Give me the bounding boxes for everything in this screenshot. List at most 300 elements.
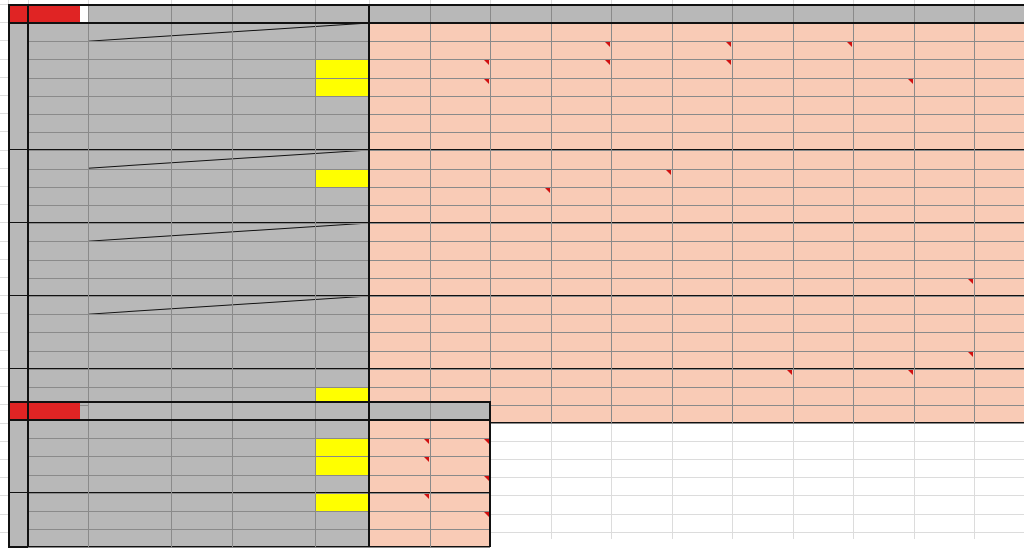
result-cell[interactable]	[853, 405, 914, 423]
header-13[interactable]	[853, 4, 914, 23]
result-cell[interactable]	[914, 78, 975, 96]
result-cell[interactable]	[732, 23, 793, 41]
gap-to-level1[interactable]	[171, 260, 232, 278]
distance-cell[interactable]	[28, 187, 88, 205]
result-cell[interactable]	[914, 223, 975, 241]
result-cell[interactable]	[611, 351, 672, 369]
result-cell[interactable]	[551, 332, 612, 350]
result-cell[interactable]	[430, 187, 491, 205]
result-cell[interactable]	[793, 59, 854, 77]
header-10[interactable]	[672, 4, 733, 23]
level1-time[interactable]	[88, 205, 171, 223]
result-cell[interactable]	[974, 296, 1024, 314]
result-cell[interactable]	[672, 150, 733, 168]
result-cell[interactable]	[914, 278, 975, 296]
result-cell[interactable]	[369, 132, 430, 150]
result-cell[interactable]	[369, 438, 430, 456]
level1-time[interactable]	[88, 511, 171, 529]
result-cell[interactable]	[611, 278, 672, 296]
result-cell[interactable]	[490, 369, 551, 387]
header-7[interactable]	[490, 4, 551, 23]
level2-time[interactable]	[232, 260, 315, 278]
result-cell[interactable]	[853, 169, 914, 187]
result-cell[interactable]	[551, 78, 612, 96]
result-cell[interactable]	[369, 223, 430, 241]
gap-to-level2[interactable]	[315, 420, 369, 438]
distance-cell[interactable]	[28, 241, 88, 259]
result-cell[interactable]	[490, 223, 551, 241]
result-cell[interactable]	[732, 169, 793, 187]
level2-time[interactable]	[232, 493, 315, 511]
distance-cell[interactable]	[28, 78, 88, 96]
result-cell[interactable]	[369, 475, 430, 493]
distance-cell[interactable]	[28, 475, 88, 493]
result-cell[interactable]	[551, 241, 612, 259]
level1-time[interactable]	[88, 114, 171, 132]
result-cell[interactable]	[732, 41, 793, 59]
result-cell[interactable]	[974, 41, 1024, 59]
distance-cell[interactable]	[28, 420, 88, 438]
result-cell[interactable]	[369, 260, 430, 278]
result-cell[interactable]	[490, 59, 551, 77]
result-cell[interactable]	[672, 132, 733, 150]
result-cell[interactable]	[732, 59, 793, 77]
result-cell[interactable]	[672, 23, 733, 41]
result-cell[interactable]	[490, 351, 551, 369]
gap-to-level2[interactable]	[315, 475, 369, 493]
level2-time[interactable]	[232, 41, 315, 59]
result-cell[interactable]	[732, 369, 793, 387]
gap-to-level2[interactable]	[315, 351, 369, 369]
gap-to-level2[interactable]	[315, 438, 369, 456]
result-cell[interactable]	[672, 296, 733, 314]
result-cell[interactable]	[430, 59, 491, 77]
result-cell[interactable]	[853, 351, 914, 369]
result-cell[interactable]	[430, 420, 491, 438]
result-cell[interactable]	[853, 296, 914, 314]
result-cell[interactable]	[551, 369, 612, 387]
result-cell[interactable]	[430, 438, 491, 456]
result-cell[interactable]	[369, 420, 430, 438]
result-cell[interactable]	[853, 23, 914, 41]
level2-time[interactable]	[232, 114, 315, 132]
gap-to-level1[interactable]	[171, 132, 232, 150]
level1-time[interactable]	[88, 41, 171, 59]
level2-time[interactable]	[232, 332, 315, 350]
result-cell[interactable]	[369, 78, 430, 96]
result-cell[interactable]	[672, 96, 733, 114]
result-cell[interactable]	[672, 41, 733, 59]
gap-to-level1[interactable]	[171, 456, 232, 474]
result-cell[interactable]	[853, 205, 914, 223]
result-cell[interactable]	[853, 278, 914, 296]
result-cell[interactable]	[732, 387, 793, 405]
result-cell[interactable]	[369, 23, 430, 41]
result-cell[interactable]	[853, 223, 914, 241]
gap-to-level2[interactable]	[315, 511, 369, 529]
result-cell[interactable]	[430, 23, 491, 41]
result-cell[interactable]	[672, 114, 733, 132]
result-cell[interactable]	[853, 332, 914, 350]
level1-time[interactable]	[88, 260, 171, 278]
level2-time[interactable]	[232, 511, 315, 529]
stroke-label[interactable]	[8, 420, 28, 493]
result-cell[interactable]	[611, 169, 672, 187]
result-cell[interactable]	[672, 332, 733, 350]
gap-to-level2[interactable]	[315, 493, 369, 511]
result-cell[interactable]	[793, 169, 854, 187]
result-cell[interactable]	[974, 150, 1024, 168]
result-cell[interactable]	[369, 241, 430, 259]
result-cell[interactable]	[914, 369, 975, 387]
result-cell[interactable]	[732, 132, 793, 150]
header-11[interactable]	[732, 4, 793, 23]
result-cell[interactable]	[793, 114, 854, 132]
result-cell[interactable]	[914, 332, 975, 350]
gap-to-level2[interactable]	[315, 529, 369, 547]
result-cell[interactable]	[369, 205, 430, 223]
level2-time[interactable]	[232, 187, 315, 205]
result-cell[interactable]	[793, 41, 854, 59]
result-cell[interactable]	[551, 96, 612, 114]
distance-cell[interactable]	[28, 456, 88, 474]
result-cell[interactable]	[430, 351, 491, 369]
result-cell[interactable]	[430, 150, 491, 168]
result-cell[interactable]	[853, 369, 914, 387]
result-cell[interactable]	[853, 241, 914, 259]
gap-to-level1[interactable]	[171, 187, 232, 205]
result-cell[interactable]	[430, 278, 491, 296]
result-cell[interactable]	[914, 114, 975, 132]
distance-cell[interactable]	[28, 369, 88, 387]
header-6[interactable]	[430, 401, 491, 420]
result-cell[interactable]	[914, 351, 975, 369]
result-cell[interactable]	[490, 387, 551, 405]
result-cell[interactable]	[551, 351, 612, 369]
result-cell[interactable]	[551, 278, 612, 296]
result-cell[interactable]	[369, 187, 430, 205]
result-cell[interactable]	[914, 296, 975, 314]
stroke-label[interactable]	[8, 23, 28, 150]
result-cell[interactable]	[793, 150, 854, 168]
result-cell[interactable]	[611, 41, 672, 59]
gap-to-level2[interactable]	[315, 187, 369, 205]
result-cell[interactable]	[551, 387, 612, 405]
result-cell[interactable]	[672, 187, 733, 205]
result-cell[interactable]	[914, 187, 975, 205]
result-cell[interactable]	[793, 23, 854, 41]
result-cell[interactable]	[551, 41, 612, 59]
header-1[interactable]	[88, 4, 171, 23]
result-cell[interactable]	[430, 314, 491, 332]
result-cell[interactable]	[551, 260, 612, 278]
level1-time[interactable]	[88, 96, 171, 114]
result-cell[interactable]	[914, 314, 975, 332]
result-cell[interactable]	[974, 205, 1024, 223]
result-cell[interactable]	[853, 41, 914, 59]
distance-cell[interactable]	[28, 23, 88, 41]
result-cell[interactable]	[914, 260, 975, 278]
gap-to-level2[interactable]	[315, 78, 369, 96]
result-cell[interactable]	[551, 314, 612, 332]
pool-label[interactable]	[8, 401, 80, 420]
level2-time[interactable]	[232, 438, 315, 456]
result-cell[interactable]	[551, 132, 612, 150]
result-cell[interactable]	[853, 187, 914, 205]
result-cell[interactable]	[974, 169, 1024, 187]
header-14[interactable]	[914, 4, 975, 23]
distance-cell[interactable]	[28, 493, 88, 511]
result-cell[interactable]	[974, 387, 1024, 405]
gap-to-level1[interactable]	[171, 511, 232, 529]
result-cell[interactable]	[490, 296, 551, 314]
header-5[interactable]	[369, 401, 430, 420]
gap-to-level1[interactable]	[171, 332, 232, 350]
gap-to-level1[interactable]	[171, 475, 232, 493]
result-cell[interactable]	[853, 260, 914, 278]
result-cell[interactable]	[793, 332, 854, 350]
level1-time[interactable]	[88, 59, 171, 77]
result-cell[interactable]	[974, 132, 1024, 150]
result-cell[interactable]	[672, 223, 733, 241]
level2-time[interactable]	[232, 169, 315, 187]
result-cell[interactable]	[369, 169, 430, 187]
result-cell[interactable]	[490, 187, 551, 205]
result-cell[interactable]	[551, 296, 612, 314]
distance-cell[interactable]	[28, 59, 88, 77]
gap-to-level2[interactable]	[315, 369, 369, 387]
level1-time[interactable]	[88, 78, 171, 96]
level1-time[interactable]	[88, 132, 171, 150]
header-8[interactable]	[551, 4, 612, 23]
distance-cell[interactable]	[28, 511, 88, 529]
result-cell[interactable]	[611, 150, 672, 168]
distance-cell[interactable]	[28, 132, 88, 150]
result-cell[interactable]	[672, 351, 733, 369]
result-cell[interactable]	[430, 132, 491, 150]
header-15[interactable]	[974, 4, 1024, 23]
result-cell[interactable]	[732, 114, 793, 132]
result-cell[interactable]	[551, 59, 612, 77]
level2-time[interactable]	[232, 205, 315, 223]
header-1[interactable]	[88, 401, 171, 420]
result-cell[interactable]	[793, 405, 854, 423]
distance-cell[interactable]	[28, 41, 88, 59]
result-cell[interactable]	[490, 314, 551, 332]
result-cell[interactable]	[551, 405, 612, 423]
result-cell[interactable]	[672, 314, 733, 332]
result-cell[interactable]	[551, 23, 612, 41]
level1-time[interactable]	[88, 529, 171, 547]
pool-label[interactable]	[8, 4, 80, 23]
result-cell[interactable]	[914, 59, 975, 77]
gap-to-level1[interactable]	[171, 351, 232, 369]
result-cell[interactable]	[490, 278, 551, 296]
result-cell[interactable]	[430, 456, 491, 474]
result-cell[interactable]	[732, 223, 793, 241]
result-cell[interactable]	[430, 260, 491, 278]
result-cell[interactable]	[793, 205, 854, 223]
gap-to-level2[interactable]	[315, 278, 369, 296]
result-cell[interactable]	[490, 23, 551, 41]
result-cell[interactable]	[914, 96, 975, 114]
distance-cell[interactable]	[28, 150, 88, 168]
result-cell[interactable]	[369, 511, 430, 529]
gap-to-level1[interactable]	[171, 41, 232, 59]
result-cell[interactable]	[430, 332, 491, 350]
distance-cell[interactable]	[28, 114, 88, 132]
level2-time[interactable]	[232, 420, 315, 438]
result-cell[interactable]	[611, 223, 672, 241]
level2-time[interactable]	[232, 278, 315, 296]
result-cell[interactable]	[793, 223, 854, 241]
result-cell[interactable]	[551, 187, 612, 205]
result-cell[interactable]	[672, 78, 733, 96]
level1-time[interactable]	[88, 314, 171, 332]
distance-cell[interactable]	[28, 205, 88, 223]
gap-to-level1[interactable]	[171, 314, 232, 332]
result-cell[interactable]	[853, 96, 914, 114]
result-cell[interactable]	[490, 114, 551, 132]
result-cell[interactable]	[793, 296, 854, 314]
result-cell[interactable]	[672, 387, 733, 405]
gap-to-level2[interactable]	[315, 132, 369, 150]
level1-time[interactable]	[88, 351, 171, 369]
gap-to-level1[interactable]	[171, 169, 232, 187]
result-cell[interactable]	[551, 169, 612, 187]
result-cell[interactable]	[974, 96, 1024, 114]
gap-to-level1[interactable]	[171, 369, 232, 387]
level2-time[interactable]	[232, 475, 315, 493]
result-cell[interactable]	[853, 78, 914, 96]
result-cell[interactable]	[793, 96, 854, 114]
result-cell[interactable]	[793, 369, 854, 387]
result-cell[interactable]	[369, 96, 430, 114]
result-cell[interactable]	[611, 405, 672, 423]
result-cell[interactable]	[974, 78, 1024, 96]
gap-to-level1[interactable]	[171, 114, 232, 132]
result-cell[interactable]	[490, 169, 551, 187]
result-cell[interactable]	[974, 405, 1024, 423]
header-6[interactable]	[430, 4, 491, 23]
header-12[interactable]	[793, 4, 854, 23]
result-cell[interactable]	[430, 511, 491, 529]
result-cell[interactable]	[490, 405, 551, 423]
result-cell[interactable]	[551, 223, 612, 241]
result-cell[interactable]	[793, 278, 854, 296]
result-cell[interactable]	[490, 205, 551, 223]
result-cell[interactable]	[914, 41, 975, 59]
header-3[interactable]	[232, 4, 315, 23]
result-cell[interactable]	[369, 314, 430, 332]
result-cell[interactable]	[793, 241, 854, 259]
result-cell[interactable]	[732, 96, 793, 114]
gap-to-level1[interactable]	[171, 529, 232, 547]
result-cell[interactable]	[853, 114, 914, 132]
header-3[interactable]	[232, 401, 315, 420]
result-cell[interactable]	[974, 369, 1024, 387]
result-cell[interactable]	[430, 296, 491, 314]
gap-to-level2[interactable]	[315, 241, 369, 259]
result-cell[interactable]	[974, 187, 1024, 205]
level2-time[interactable]	[232, 351, 315, 369]
result-cell[interactable]	[490, 96, 551, 114]
result-cell[interactable]	[914, 241, 975, 259]
gap-to-level1[interactable]	[171, 59, 232, 77]
gap-to-level2[interactable]	[315, 260, 369, 278]
result-cell[interactable]	[914, 150, 975, 168]
distance-cell[interactable]	[28, 529, 88, 547]
header-9[interactable]	[611, 4, 672, 23]
result-cell[interactable]	[430, 78, 491, 96]
result-cell[interactable]	[490, 241, 551, 259]
stroke-label[interactable]	[8, 493, 28, 548]
result-cell[interactable]	[732, 296, 793, 314]
result-cell[interactable]	[611, 241, 672, 259]
level1-time[interactable]	[88, 456, 171, 474]
result-cell[interactable]	[490, 332, 551, 350]
result-cell[interactable]	[793, 187, 854, 205]
level1-time[interactable]	[88, 278, 171, 296]
result-cell[interactable]	[974, 59, 1024, 77]
result-cell[interactable]	[611, 23, 672, 41]
result-cell[interactable]	[672, 169, 733, 187]
result-cell[interactable]	[369, 529, 430, 547]
result-cell[interactable]	[430, 96, 491, 114]
level1-time[interactable]	[88, 493, 171, 511]
header-2[interactable]	[171, 401, 232, 420]
result-cell[interactable]	[430, 475, 491, 493]
result-cell[interactable]	[430, 529, 491, 547]
result-cell[interactable]	[853, 387, 914, 405]
result-cell[interactable]	[732, 187, 793, 205]
level1-time[interactable]	[88, 438, 171, 456]
result-cell[interactable]	[974, 241, 1024, 259]
stroke-label[interactable]	[8, 150, 28, 223]
level2-time[interactable]	[232, 314, 315, 332]
gap-to-level1[interactable]	[171, 241, 232, 259]
result-cell[interactable]	[369, 278, 430, 296]
level2-time[interactable]	[232, 96, 315, 114]
gap-to-level1[interactable]	[171, 493, 232, 511]
level2-time[interactable]	[232, 529, 315, 547]
result-cell[interactable]	[369, 59, 430, 77]
distance-cell[interactable]	[28, 296, 88, 314]
level2-time[interactable]	[232, 59, 315, 77]
result-cell[interactable]	[551, 150, 612, 168]
result-cell[interactable]	[914, 132, 975, 150]
gap-to-level2[interactable]	[315, 41, 369, 59]
gap-to-level1[interactable]	[171, 96, 232, 114]
result-cell[interactable]	[672, 241, 733, 259]
result-cell[interactable]	[732, 78, 793, 96]
result-cell[interactable]	[490, 132, 551, 150]
result-cell[interactable]	[369, 114, 430, 132]
result-cell[interactable]	[732, 405, 793, 423]
result-cell[interactable]	[611, 78, 672, 96]
distance-cell[interactable]	[28, 351, 88, 369]
result-cell[interactable]	[490, 78, 551, 96]
result-cell[interactable]	[611, 387, 672, 405]
level1-time[interactable]	[88, 241, 171, 259]
result-cell[interactable]	[430, 241, 491, 259]
result-cell[interactable]	[369, 41, 430, 59]
result-cell[interactable]	[793, 78, 854, 96]
result-cell[interactable]	[369, 369, 430, 387]
result-cell[interactable]	[974, 314, 1024, 332]
result-cell[interactable]	[369, 332, 430, 350]
result-cell[interactable]	[430, 369, 491, 387]
